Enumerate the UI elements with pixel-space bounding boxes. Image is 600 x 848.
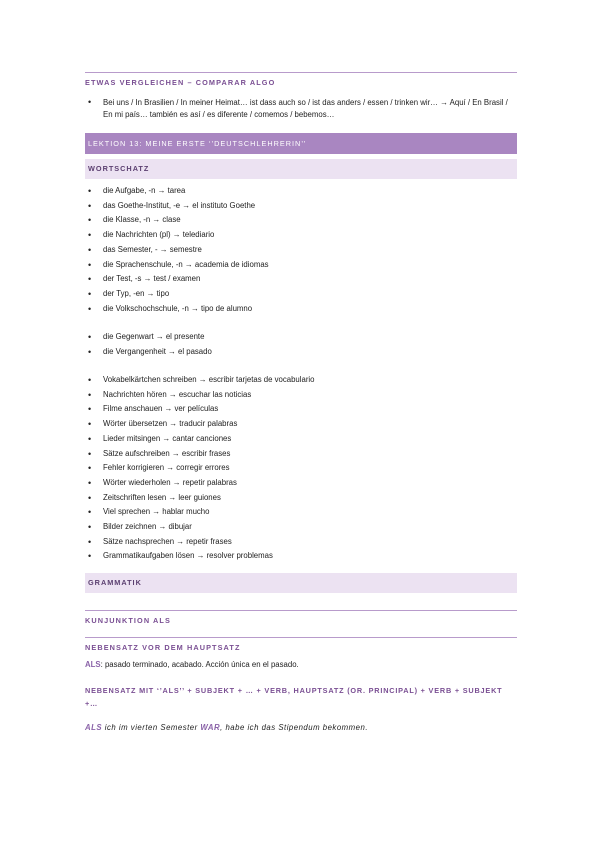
als-keyword: ALS	[85, 660, 101, 669]
list-item: • die Volkschochschule, -n → tipo de alumno	[85, 302, 517, 317]
bullet: •	[88, 97, 92, 107]
list-item: • Filme anschauen → ver películas	[85, 402, 517, 417]
list-item: • Sätze aufschreiben → escribir frases	[85, 447, 517, 462]
lektion-title-bar: LEKTION 13: MEINE ERSTE ‘’DEUTSCHLEHRERIN’’	[85, 133, 517, 154]
list-item: • Wörter wiederholen → repetir palabras	[85, 476, 517, 491]
list-item: • Nachrichten hören → escuchar las noticias	[85, 388, 517, 403]
list-item: • die Nachrichten (pl) → telediario	[85, 228, 517, 243]
list-item: • Bilder zeichnen → dibujar	[85, 520, 517, 535]
divider	[85, 637, 517, 638]
list-item: • die Aufgabe, -n → tarea	[85, 184, 517, 199]
als-keyword: ALS	[85, 723, 103, 732]
list-item: • die Klasse, -n → clase	[85, 213, 517, 228]
list-item: • Wörter übersetzen → traducir palabras	[85, 417, 517, 432]
vocab-list-time	[85, 330, 517, 359]
vocab-list-activities	[85, 373, 517, 564]
list-item: • Vokabelkärtchen schreiben → escribir tarjetas de vocabulario	[85, 373, 517, 388]
example-sentence: ALS ich im vierten Semester WAR, habe ich das Stipendum bekommen.	[85, 723, 369, 732]
nebensatz-heading: NEBENSATZ VOR DEM HAUPTSATZ	[85, 643, 241, 652]
vocab-list-nouns	[85, 184, 517, 316]
list-item: • die Vergangenheit → el pasado	[85, 345, 517, 360]
divider	[85, 610, 517, 611]
list-item: • Lieder mitsingen → cantar canciones	[85, 432, 517, 447]
grammatik-bar: GRAMMATIK	[85, 573, 517, 593]
wortschatz-bar: WORTSCHATZ	[85, 159, 517, 179]
list-item: • Sätze nachsprechen → repetir frases	[85, 535, 517, 550]
list-item: • Bei uns / In Brasilien / In meiner Heimat… ist dass auch so / ist das anders / essen / trinken wir… → Aquí / En Brasil / En mi país… también es así / es diferente / comemos / bebemos…	[88, 97, 508, 119]
verb-keyword: WAR	[200, 723, 221, 732]
list-item: • Viel sprechen → hablar mucho	[85, 505, 517, 520]
list-item: • das Goethe-Institut, -e → el instituto Goethe	[85, 199, 517, 214]
list-item: • der Typ, -en → tipo	[85, 287, 517, 302]
als-definition: ALS: pasado terminado, acabado. Acción única en el pasado.	[85, 660, 299, 669]
structure-formula: NEBENSATZ MIT ‘’ALS’’ + SUBJEKT + … + VERB, HAUPTSATZ (OR. PRINCIPAL) + VERB + SUBJEKT +…	[85, 686, 503, 708]
list-item: • die Sprachenschule, -n → academia de idiomas	[85, 258, 517, 273]
list-item: • Fehler korrigieren → corregir errores	[85, 461, 517, 476]
list-item: • der Test, -s → test / examen	[85, 272, 517, 287]
section-heading-comparar: ETWAS VERGLEICHEN – COMPARAR ALGO	[85, 78, 276, 87]
list-item: • die Gegenwart → el presente	[85, 330, 517, 345]
list-item: • Grammatikaufgaben lösen → resolver problemas	[85, 549, 517, 564]
list-item: • Zeitschriften lesen → leer guiones	[85, 491, 517, 506]
konjunktion-heading: KUNJUNKTION ALS	[85, 616, 171, 625]
list-item: • das Semester, - → semestre	[85, 243, 517, 258]
divider	[85, 72, 517, 73]
